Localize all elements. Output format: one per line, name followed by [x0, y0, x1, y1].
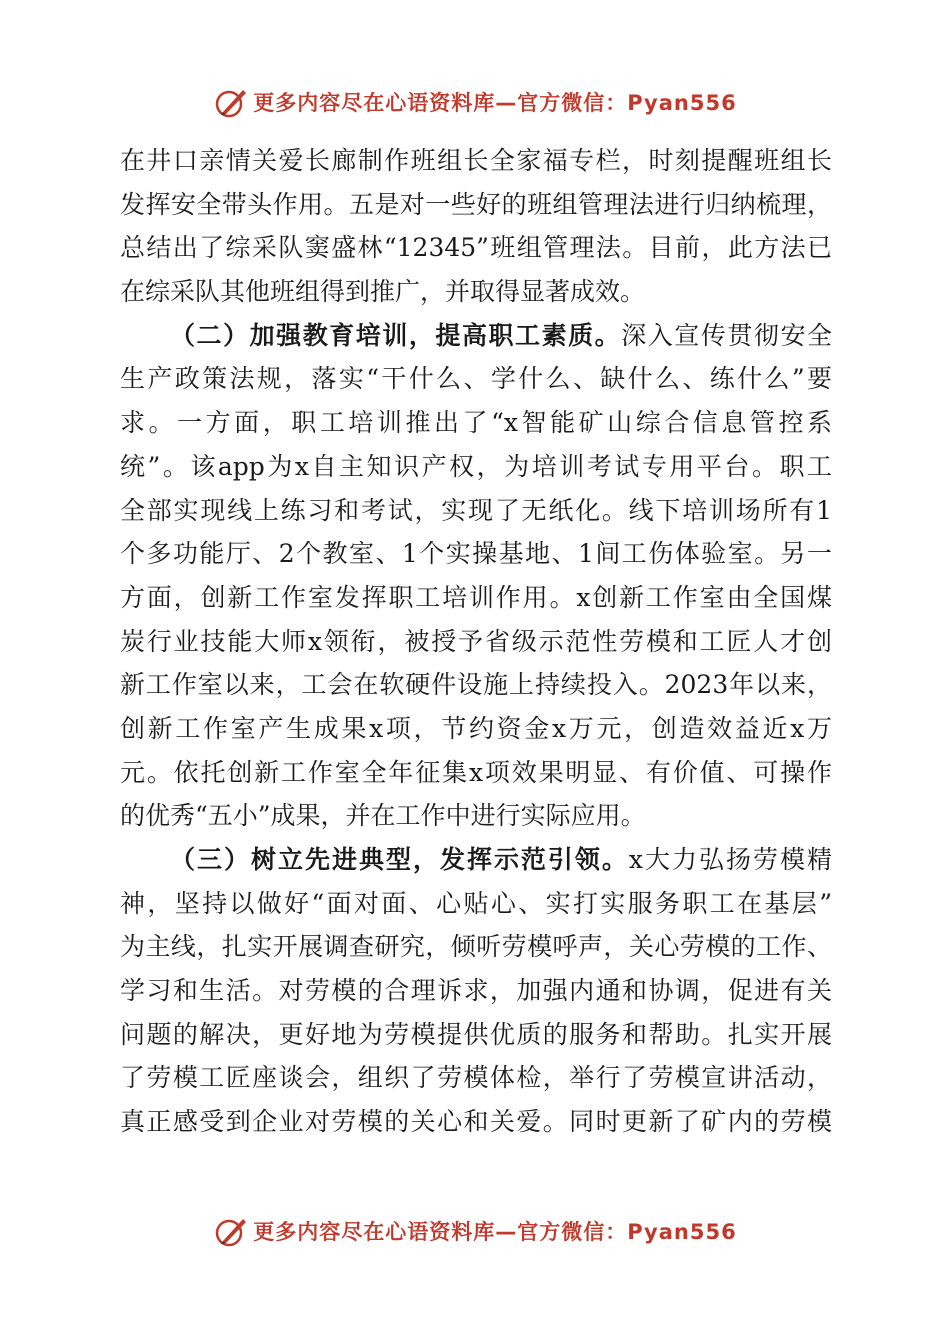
text-line: 问题的解决，更好地为劳模提供优质的服务和帮助。扎实开展 [120, 1019, 832, 1049]
text-line: 炭行业技能大师x领衔，被授予省级示范性劳模和工匠人才创 [120, 626, 832, 656]
text-line: 求。一方面，职工培训推出了“x智能矿山综合信息管控系 [120, 408, 832, 438]
paragraph-1 [120, 139, 832, 314]
document-body [120, 139, 832, 1144]
text-line: 了劳模工匠座谈会，组织了劳模体检，举行了劳模宣讲活动， [120, 1063, 832, 1093]
section-heading-2: （二）加强教育培训，提高职工素质。 [170, 320, 622, 350]
text-line: 发挥安全带头作用。五是对一些好的班组管理法进行归纳梳理， [120, 189, 832, 219]
paragraph-2 [120, 314, 832, 838]
text-run: 深入宣传贯彻安全 [621, 320, 832, 350]
footer-watermark-text: 更多内容尽在心语资料库—官方微信：Pyan556 [253, 1220, 737, 1244]
pen-quill-logo-icon [213, 1213, 249, 1249]
text-run: x大力弘扬劳模精 [628, 845, 832, 874]
section-heading-3: （三）树立先进典型，发挥示范引领。 [170, 845, 629, 874]
text-line: 生产政策法规，落实“干什么、学什么、缺什么、练什么”要 [120, 364, 832, 394]
header-watermark-text: 更多内容尽在心语资料库—官方微信：Pyan556 [253, 91, 737, 115]
text-line: 全部实现线上练习和考试，实现了无纸化。线下培训场所有1 [120, 495, 832, 525]
text-line: 学习和生活。对劳模的合理诉求，加强内通和协调，促进有关 [120, 976, 832, 1006]
text-line: 个多功能厅、2个教室、1个实操基地、1间工伤体验室。另一 [120, 539, 832, 569]
text-line: 统”。该app为x自主知识产权，为培训考试专用平台。职工 [120, 451, 832, 481]
text-line: 为主线，扎实开展调查研究，倾听劳模呼声，关心劳模的工作、 [120, 932, 832, 962]
paragraph-3 [120, 838, 832, 1144]
text-line: 神，坚持以做好“面对面、心贴心、实打实服务职工在基层” [120, 888, 832, 918]
text-line: 的优秀“五小”成果，并在工作中进行实际应用。 [120, 801, 646, 831]
text-line: 方面，创新工作室发挥职工培训作用。x创新工作室由全国煤 [120, 582, 832, 612]
text-line: 创新工作室产生成果x项，节约资金x万元，创造效益近x万 [120, 713, 832, 743]
header-watermark-banner [0, 80, 950, 124]
footer-watermark-banner [0, 1209, 950, 1253]
text-line: 在井口亲情关爱长廊制作班组长全家福专栏，时刻提醒班组长 [120, 146, 832, 175]
text-line [120, 314, 832, 358]
text-line: 元。依托创新工作室全年征集x项效果明显、有价值、可操作 [120, 757, 832, 787]
pen-quill-logo-icon [213, 84, 249, 120]
text-line: 总结出了综采队窦盛林“12345”班组管理法。目前，此方法已 [120, 233, 832, 263]
text-line: 新工作室以来，工会在软硬件设施上持续投入。2023年以来， [120, 670, 832, 700]
text-line: 在综采队其他班组得到推广，并取得显著成效。 [120, 277, 646, 307]
text-line [120, 838, 832, 882]
text-line: 真正感受到企业对劳模的关心和关爱。同时更新了矿内的劳模 [120, 1107, 832, 1137]
